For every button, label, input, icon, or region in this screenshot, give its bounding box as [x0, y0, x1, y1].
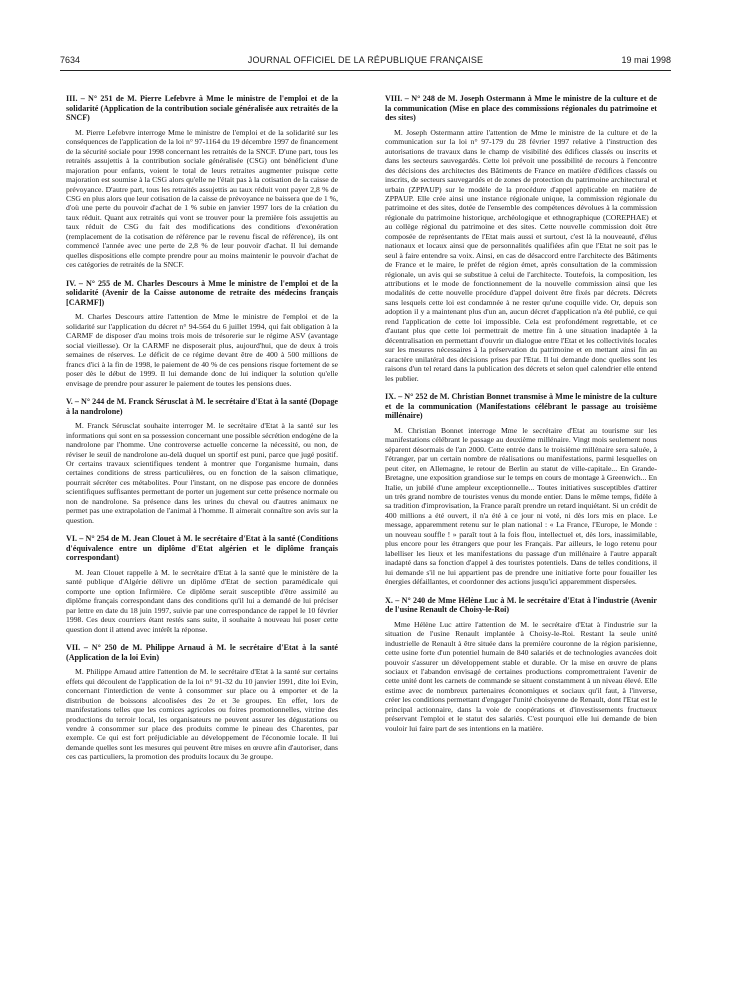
question-item — [66, 94, 338, 270]
question-title: X. – N° 240 de Mme Hélène Luc à M. le secrétaire d'Etat à l'industrie (Avenir de l'usine Renault de Choisy-le-Roi) — [385, 595, 657, 615]
question-body: M. Jean Clouet rappelle à M. le secrétaire d'Etat à la santé que le ministère de la santé publique d'Algérie délivre un diplôme d'Etat de section paramédicale qui comporte une option Infirmière. Ce diplôme serait susceptible d'être assimilé au diplôme français correspondant dans des conditions qu'il lui a demandé de lui préciser par lettre en date du 18 juin 1997, suivie par une correspondance de rappel le 10 février 1998. Ces deux courriers étant restés sans suite, il souhaite à nouveau lui poser cette question dont il attend avec intérêt la réponse. — [66, 567, 338, 634]
question-title: VIII. – N° 248 de M. Joseph Ostermann à Mme le ministre de la culture et de la communication (Mise en place des commissions régionales du patrimoine et des sites) — [385, 94, 657, 123]
left-column — [66, 94, 338, 771]
question-title: V. – N° 244 de M. Franck Sérusclat à M. le secrétaire d'Etat à la santé (Dopage à la nandrolone) — [66, 396, 338, 416]
header-rule — [60, 70, 671, 71]
question-title: VI. – N° 254 de M. Jean Clouet à M. le secrétaire d'Etat à la santé (Conditions d'équivalence entre un diplôme d'Etat algérien et le diplôme français correspondant) — [66, 534, 338, 563]
question-body: M. Charles Descours attire l'attention de Mme le ministre de l'emploi et de la solidarité sur l'application du décret n° 94-564 du 6 juillet 1994, qui fait obligation à la CARMF de disposer d'au moins trois mois de trésorerie sur le régime ASV (avantage social vieillesse). Or la CARMF ne disposerait plus, aujourd'hui, que de deux à trois semaines de réserves. Le déficit de ce régime devant être de 400 à 500 millions de francs d'ici à la fin de 1998, le paiement de 40 % de ces pensions risque fortement de se poser dès le début de 1999. Il lui demande donc de lui indiquer la solution qu'elle envisage de prendre pour assurer le paiement de toutes les pensions dues. — [66, 312, 338, 388]
publication-date: 19 mai 1998 — [621, 55, 671, 65]
question-body: M. Joseph Ostermann attire l'attention de Mme le ministre de la culture et de la communication sur la loi n° 97-179 du 28 février 1997 relative à l'instruction des autorisations de travaux dans le champ de visibilité des édifices classés ou inscrits et dans les secteurs sauvegardés. Cette loi prévoit une possibilité de recours à l'encontre des décisions des architectes des Bâtiments de France en matière d'édifices classés ou inscrits, de secteurs sauvegardés et de zones de protection du patrimoine architectural et urbain (ZPPAUP) sur le modèle de la procédure d'appel applicable en matière de ZPPAUP. Elle crée ainsi une instance régionale unique, la commission régionale du patrimoine et des sites, dotée de l'ensemble des compétences dévolues à la commission régionale du patrimoine historique, archéologique et ethnographique (COREPHAE) et au collège régional du patrimoine et des sites. Cette nouvelle commission doit être composée de représentants de l'Etat mais aussi et surtout, c'est là la nouveauté, d'élus nationaux et locaux ainsi que de personnalités qualifiées afin que l'Etat ne soit pas le seul à faire entendre sa voix. Ainsi, en cas de désaccord entre l'architecte des Bâtiments de France et le maire, le préfet de région émet, après consultation de la commission régionale, un avis qui se substitue à celui de l'architecte. Toutefois, la composition, les attributions et le mode de fonctionnement de la nouvelle commission ainsi que les modalités de cette nouvelle procédure d'appel doivent être fixés par décrets. Décrets sans lesquels cette loi est condamnée à ne rester qu'une coquille vide. Or, depuis son adoption il y a maintenant plus d'un an, aucun décret d'application n'a été publié, ce qui rend l'application de cette loi impossible. Cela est profondément regrettable, et ce d'autant plus que cette loi permettrait de mettre fin à une situation inadaptée à la décentralisation en permettant d'ouvrir un dialogue entre l'Etat et les collectivités locales sur les mesures nécessaires à la préservation du patrimoine et en mettant ainsi fin au caractère unilatéral des décisions prises par l'Etat. Il lui demande donc quelles sont les raisons d'un tel retard dans la publication des décrets et selon quel calendrier elle entend les publier. — [385, 127, 657, 383]
question-title: VII. – N° 250 de M. Philippe Arnaud à M. le secrétaire d'Etat à la santé (Application de la loi Evin) — [66, 643, 338, 662]
question-body: Mme Hélène Luc attire l'attention de M. le secrétaire d'Etat à l'industrie sur la situation de l'usine Renault implantée à Choisy-le-Roi. Restant la seule unité industrielle de Renault à être située dans la première couronne de la région parisienne, cette usine forte d'un potentiel humain de 840 salariés et de technologies avancées doit pouvoir s'assurer un développement stable et durable. Or la mise en œuvre de plans sociaux et l'abandon envisagé de certaines productions compromettraient l'avenir de cette unité dont les carnets de commande se situent constamment à un niveau élevé. Elle estime avec de nombreux partenaires économiques et sociaux qu'il faut, à l'inverse, créer les conditions permettant d'engager l'unité choisyenne de Renault, dont l'Etat est le principal actionnaire, dans la voie de coopérations et d'investissements fructueux préservant l'emploi et le statut des salariés. C'est pourquoi elle lui demande de bien vouloir lui faire part de ses intentions en la matière. — [385, 619, 657, 733]
question-item — [66, 397, 338, 525]
question-item — [385, 596, 657, 734]
question-item — [385, 392, 657, 586]
journal-title: JOURNAL OFFICIEL DE LA RÉPUBLIQUE FRANÇAISE — [247, 55, 484, 65]
question-title: IX. – N° 252 de M. Christian Bonnet transmise à Mme le ministre de la culture et de la communication (Manifestations célébrant le passage au troisième millénaire) — [385, 392, 657, 421]
question-body: M. Christian Bonnet interroge Mme le secrétaire d'Etat au tourisme sur les manifestations célébrant le passage au deuxième millénaire. Vingt mois seulement nous séparent désormais de l'an 2000. Cette entrée dans le troisième millénaire sera saluée, à l'étranger, par un certain nombre de réalisations ou manifestations, parmi lesquelles on peut citer, en Allemagne, le retour de Berlin au statut de ville-capitale... En Grande-Bretagne, une exposition grandiose sur le temps en cours de montage à Greenwich... En Italie, un jubilé d'une ampleur exceptionnelle... Toutes initiatives susceptibles d'attirer un très grand nombre de touristes venus du monde entier. Dans le même temps, fidèle à sa tradition d'improvisation, la France paraît prendre un retard inquiétant. Si un crédit de 400 millions a été ouvert, il n'a été à ce jour ni voté, ni dès lors mis en place. Le message, apparemment retenu sur le plan national : « La France, l'Europe, le Monde : un nouveau souffle ! » paraît tout à la fois flou, intellectuel et, dès lors, inassimilable, plus encore pour les étrangers que pour les Français. Par ailleurs, le logo retenu pour labelliser les lieux et les manifestations du passage d'un millénaire à l'autre apparaît inadapté dans sa fonction d'appel à des touristes potentiels. Dans de telles conditions, il lui demande s'il ne lui appartient pas de prendre une initiative forte pour fouailler les énergies défaillantes, et coordonner des actions jusqu'ici apparemment dispersées. — [385, 425, 657, 587]
page-header — [60, 55, 671, 71]
page-number: 7634 — [60, 55, 81, 65]
question-body: M. Philippe Arnaud attire l'attention de M. le secrétaire d'Etat à la santé sur certains effets qui découlent de l'application de la loi n° 91-32 du 10 janvier 1991, dite loi Evin, concernant l'interdiction de vente à consommer sur place ou à emporter et de la distribution de boissons alcoolisées des 2e et 3e groupes. En effet, lors de manifestations telles que les comices agricoles ou foires promotionnelles, vitrine des productions du terroir local, les organisateurs ne peuvent assurer les dégustations ou vendre à consommer sur place des produits comme le pineau des Charentes, par exemple. Ce qui est fort préjudiciable au développement de l'économie locale. Il lui demande quelles sont les mesures qui peuvent être mises en œuvre afin d'autoriser, dans ces cas particuliers, la promotion des produits locaux du 3e groupe. — [66, 667, 338, 762]
question-item — [66, 643, 338, 762]
right-column — [385, 94, 657, 742]
question-body: M. Pierre Lefebvre interroge Mme le ministre de l'emploi et de la solidarité sur les conséquences de l'application de la loi n° 97-1164 du 19 décembre 1997 de financement de la sécurité sociale pour 1998 concernant les retraités de la SNCF. D'une part, tous les retraités assujettis à la contribution sociale généralisée (CSG) ont bénéficient d'une majoration pour enfants, voient le total de leurs retraites augmenter puisque cette majoration est soumise à la CSG alors qu'elle ne l'était pas à la cotisation de la caisse de prévoyance. D'autre part, tous les retraités assujettis au taux réduit vont payer 2,8 % de CSG en plus alors que leur cotisation de la caisse de prévoyance ne baissera que de 1 %, d'où une perte du pouvoir d'achat de 1 % subie en janvier 1997 lors de la création du taux réduit. Quant aux retraités qui vont se trouver pour la première fois assujettis au taux réduit de CSG du fait des modifications des conditions d'exonération (remplacement de la cotisation de référence par le revenu fiscal de référence), ils ont commencé l'année avec une perte de 2,8 % de leur pouvoir d'achat. Il lui demande quelles dispositions elle compte prendre pour au moins maintenir le pouvoir d'achat de ces catégories de retraités de la SNCF. — [66, 127, 338, 270]
question-item — [385, 94, 657, 383]
question-body: M. Franck Sérusclat souhaite interroger M. le secrétaire d'Etat à la santé sur les informations qui sont en sa possession concernant une possible sécrétion endogène de la nandrolone par l'homme. Une controverse actuelle concerne la nécessité, ou non, de réviser le seuil de nandrolone au-delà duquel un sportif est puni, parce que jugé positif. Or certains travaux scientifiques tendent à montrer que l'organisme humain, dans certaines conditions de stress particulières, ou en fonction de la saison climatique, pourrait sécréter ces métabolites. Pour l'instant, on ne dispose pas encore de données scientifiques suffisantes permettant de porter un jugement sur cette présence normale ou non de nandrolone. Sa présence dans les urines du cheval ou d'autres animaux ne permet pas une extrapolation de l'animal à l'homme. Il aimerait connaître son avis sur la question. — [66, 421, 338, 525]
question-item — [66, 534, 338, 634]
question-title: IV. – N° 255 de M. Charles Descours à Mme le ministre de l'emploi et de la solidarité (Avenir de la Caisse autonome de retraite des médecins français [CARMF]) — [66, 278, 338, 307]
question-item — [66, 279, 338, 388]
question-title: III. – N° 251 de M. Pierre Lefebvre à Mme le ministre de l'emploi et de la solidarité (Application de la contribution sociale généralisée aux retraités de la SNCF) — [66, 94, 338, 123]
